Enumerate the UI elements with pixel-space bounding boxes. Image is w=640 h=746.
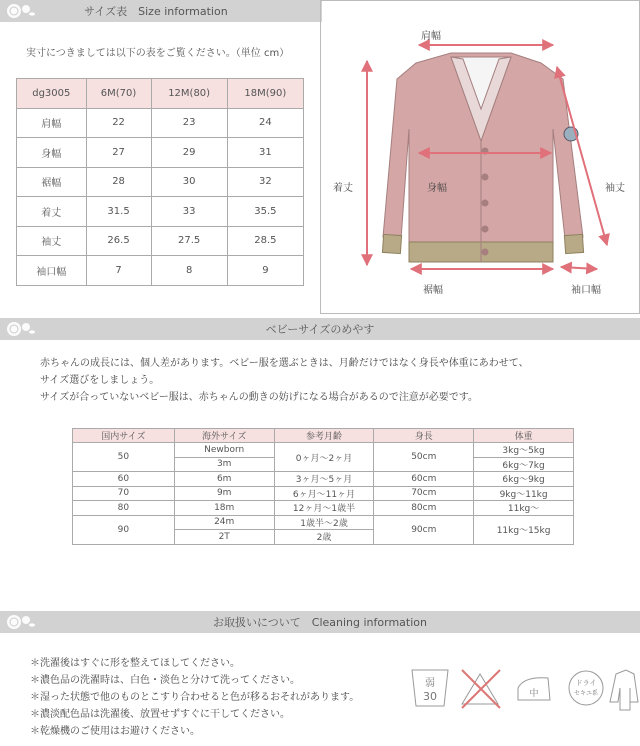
overseas-size: 9m: [174, 486, 274, 501]
height: 80cm: [374, 501, 474, 516]
care-icons-svg: [408, 662, 640, 722]
rose-decoration-icon: [0, 611, 38, 633]
baby-size-guide-title: ベビーサイズのめやす: [265, 323, 375, 336]
sleeve-label: 袖丈: [605, 183, 625, 194]
row-label: 袖口幅: [17, 256, 87, 286]
cell: 31.5: [86, 197, 151, 227]
row-label: 着丈: [17, 197, 87, 227]
weight: 3kg～5kg: [474, 443, 574, 458]
intro-line: サイズが合っていないベビー服は、赤ちゃんの動きの妨げになる場合があるので注意が必要です。: [40, 392, 478, 403]
intro-line: 赤ちゃんの成長には、個人差があります。ベビー服を選ぶときは、月齢だけではなく身長や体重にあわせて、: [40, 358, 529, 369]
size-table-header: 18M(90): [227, 79, 303, 109]
overseas-size: 18m: [174, 501, 274, 516]
cell: 24: [227, 108, 303, 138]
height: 50cm: [374, 443, 474, 472]
cell: 28.5: [227, 226, 303, 256]
age: 12ヶ月～1歳半: [274, 501, 374, 516]
hang-dry-icon: [610, 670, 638, 710]
dry-clean-icon: [569, 671, 603, 705]
age: 1歳半～2歳: [274, 515, 374, 530]
weight: 9kg～11kg: [474, 486, 574, 501]
age: 3ヶ月～5ヶ月: [274, 472, 374, 487]
col-header: 海外サイズ: [174, 429, 274, 443]
domestic-size: 60: [73, 472, 175, 487]
care-item: ＊乾燥機のご使用はお避けください。: [30, 726, 200, 737]
cell: 30: [151, 167, 227, 197]
row-label: 肩幅: [17, 108, 87, 138]
cardigan-illustration: [321, 1, 639, 313]
size-table-header: 12M(80): [151, 79, 227, 109]
care-icons: [408, 662, 640, 722]
cell: 35.5: [227, 197, 303, 227]
domestic-size: 70: [73, 486, 175, 501]
iron-text: 中: [529, 689, 539, 699]
height: 90cm: [374, 515, 474, 544]
weight: 11kg～15kg: [474, 515, 574, 544]
care-item: ＊濃淡配色品は洗濯後、放置せずすぐに干してください。: [30, 709, 290, 720]
dry-clean-text: ドライ: [575, 679, 597, 687]
size-note: 実寸につきましては以下の表をご覧ください。（単位 cm）: [26, 48, 290, 59]
table-row: [17, 108, 304, 138]
cell: 31: [227, 138, 303, 168]
table-row: [17, 167, 304, 197]
table-row: [17, 197, 304, 227]
cell: 26.5: [86, 226, 151, 256]
row-label: 裾幅: [17, 167, 87, 197]
hem-label: 裾幅: [423, 285, 443, 296]
cell: 29: [151, 138, 227, 168]
domestic-size: 50: [73, 443, 175, 472]
cleaning-info-title: お取扱いについて Cleaning information: [213, 616, 427, 629]
table-row: [17, 226, 304, 256]
care-item: ＊濃色品の洗濯時は、白色・淡色と分けて洗ってください。: [30, 675, 300, 686]
length-label: 着丈: [333, 183, 353, 194]
size-table: [16, 78, 304, 286]
overseas-size: 6m: [174, 472, 274, 487]
cardigan-diagram: [320, 0, 640, 314]
baby-size-guide-header: [0, 318, 640, 340]
baby-size-table: [72, 428, 574, 545]
age: 0ヶ月～2ヶ月: [274, 443, 374, 472]
care-item: ＊洗濯後はすぐに形を整えてほしてください。: [30, 658, 240, 669]
col-header: 参考月齢: [274, 429, 374, 443]
col-header: 身長: [374, 429, 474, 443]
weight: 6kg～9kg: [474, 472, 574, 487]
table-row: [73, 515, 574, 530]
size-table-header-row: [17, 79, 304, 109]
size-guide-intro: [40, 355, 529, 406]
cell: 27: [86, 138, 151, 168]
cell: 9: [227, 256, 303, 286]
rose-decoration-icon: [0, 318, 38, 340]
size-table-header: dg3005: [17, 79, 87, 109]
size-table-header: 6M(70): [86, 79, 151, 109]
size-info-title: サイズ表 Size information: [84, 5, 228, 18]
age: 6ヶ月～11ヶ月: [274, 486, 374, 501]
height: 70cm: [374, 486, 474, 501]
cleaning-info-header: [0, 611, 640, 633]
iron-medium-icon: [518, 678, 550, 700]
cell: 33: [151, 197, 227, 227]
dry-clean-sub-text: セキユ系: [573, 690, 599, 697]
cell: 28: [86, 167, 151, 197]
age: 2歳: [274, 530, 374, 545]
intro-line: サイズ選びをしましょう。: [40, 375, 160, 386]
domestic-size: 80: [73, 501, 175, 516]
overseas-size: 3m: [174, 457, 274, 472]
cell: 7: [86, 256, 151, 286]
weight: 6kg～7kg: [474, 457, 574, 472]
col-header: 国内サイズ: [73, 429, 175, 443]
chest-label: 身幅: [427, 183, 447, 194]
rose-decoration-icon: [0, 0, 38, 22]
table-row: [17, 138, 304, 168]
care-item: ＊湿った状態で他のものとこすり合わせると色が移るおそれがあります。: [30, 692, 360, 703]
overseas-size: Newborn: [174, 443, 274, 458]
table-row: [73, 443, 574, 458]
cuff-label: 袖口幅: [571, 285, 601, 296]
size-info-header: [0, 0, 322, 22]
shoulder-label: 肩幅: [421, 31, 441, 42]
no-bleach-icon: [462, 670, 500, 708]
cell: 22: [86, 108, 151, 138]
wash-weak-text: 弱: [425, 678, 435, 689]
cell: 23: [151, 108, 227, 138]
wash-temp-text: 30: [423, 690, 437, 703]
row-label: 身幅: [17, 138, 87, 168]
cell: 8: [151, 256, 227, 286]
height: 60cm: [374, 472, 474, 487]
table-row: [17, 256, 304, 286]
overseas-size: 24m: [174, 515, 274, 530]
row-label: 袖丈: [17, 226, 87, 256]
weight: 11kg～: [474, 501, 574, 516]
cell: 27.5: [151, 226, 227, 256]
cell: 32: [227, 167, 303, 197]
hand-wash-icon: [412, 670, 448, 706]
col-header: 体重: [474, 429, 574, 443]
overseas-size: 2T: [174, 530, 274, 545]
care-instructions: [30, 655, 359, 740]
domestic-size: 90: [73, 515, 175, 544]
baby-size-table-header-row: [73, 429, 574, 443]
